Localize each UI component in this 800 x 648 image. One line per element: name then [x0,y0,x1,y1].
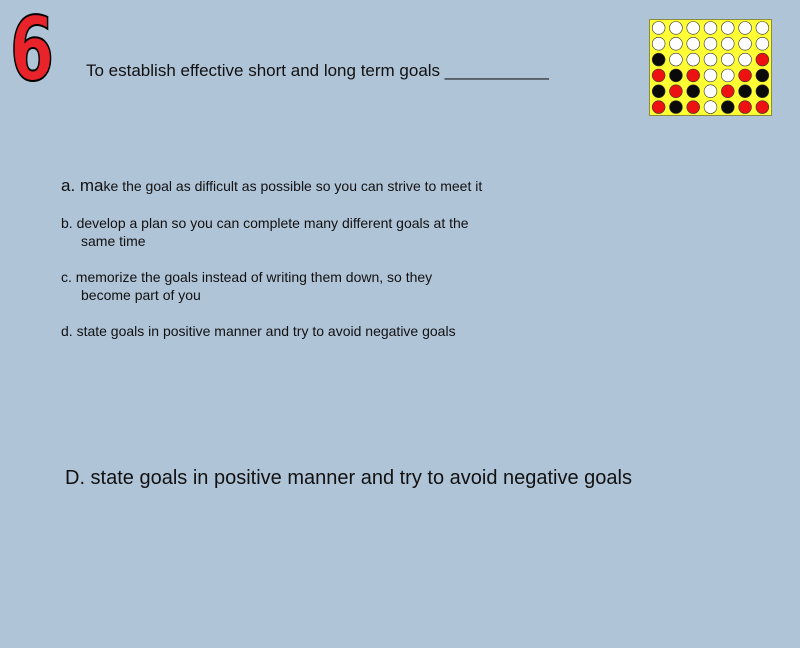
board-piece-red [652,69,665,82]
board-piece-red [756,101,769,114]
board-piece-white [652,22,665,35]
answer-text: D. state goals in positive manner and try to avoid negative goals [65,467,632,489]
board-piece-red [652,101,665,114]
board-piece-white [670,37,683,50]
board-piece-white [704,22,717,35]
option-c-line2: become part of you [81,287,201,303]
board-piece-red [756,53,769,66]
board-piece-black [756,85,769,98]
board-piece-red [721,85,734,98]
slide-number-badge [8,0,56,101]
board-piece-white [721,53,734,66]
option-d [61,322,521,340]
board-piece-white [756,37,769,50]
board-piece-black [670,101,683,114]
board-piece-black [670,69,683,82]
board-piece-white [721,22,734,35]
board-piece-white [704,53,717,66]
board-piece-white [739,53,752,66]
board-piece-white [739,22,752,35]
option-a [61,177,521,195]
option-d-text: d. state goals in positive manner and try to avoid negative goals [61,323,456,339]
board-piece-black [756,69,769,82]
option-b [61,214,521,250]
option-b-line2: same time [81,233,146,249]
connect-four-board-image [649,19,772,116]
slide-number: 6 [10,0,54,101]
board-piece-black [721,101,734,114]
question-text: To establish effective short and long term goals ___________ [86,61,549,80]
board-piece-red [687,69,700,82]
board-piece-white [687,37,700,50]
board-piece-white [704,85,717,98]
board-piece-white [721,69,734,82]
board-piece-white [739,37,752,50]
board-piece-white [652,37,665,50]
board-piece-white [704,101,717,114]
option-a-rest: ke the goal as difficult as possible so you can strive to meet it [103,178,483,194]
board-piece-white [704,69,717,82]
option-c-line1: c. memorize the goals instead of writing them down, so they [61,269,433,285]
option-a-prefix: a. ma [61,176,104,195]
board-piece-white [704,37,717,50]
board-piece-white [670,53,683,66]
board-piece-red [739,101,752,114]
board-piece-white [756,22,769,35]
board-piece-red [739,69,752,82]
board-piece-white [687,22,700,35]
board-piece-black [687,85,700,98]
board-piece-white [687,53,700,66]
board-piece-red [687,101,700,114]
board-piece-black [739,85,752,98]
board-piece-red [670,85,683,98]
board-piece-white [721,37,734,50]
option-c [61,268,521,304]
board-piece-black [652,85,665,98]
board-piece-black [652,53,665,66]
board-piece-white [670,22,683,35]
option-b-line1: b. develop a plan so you can complete many different goals at the [61,215,469,231]
